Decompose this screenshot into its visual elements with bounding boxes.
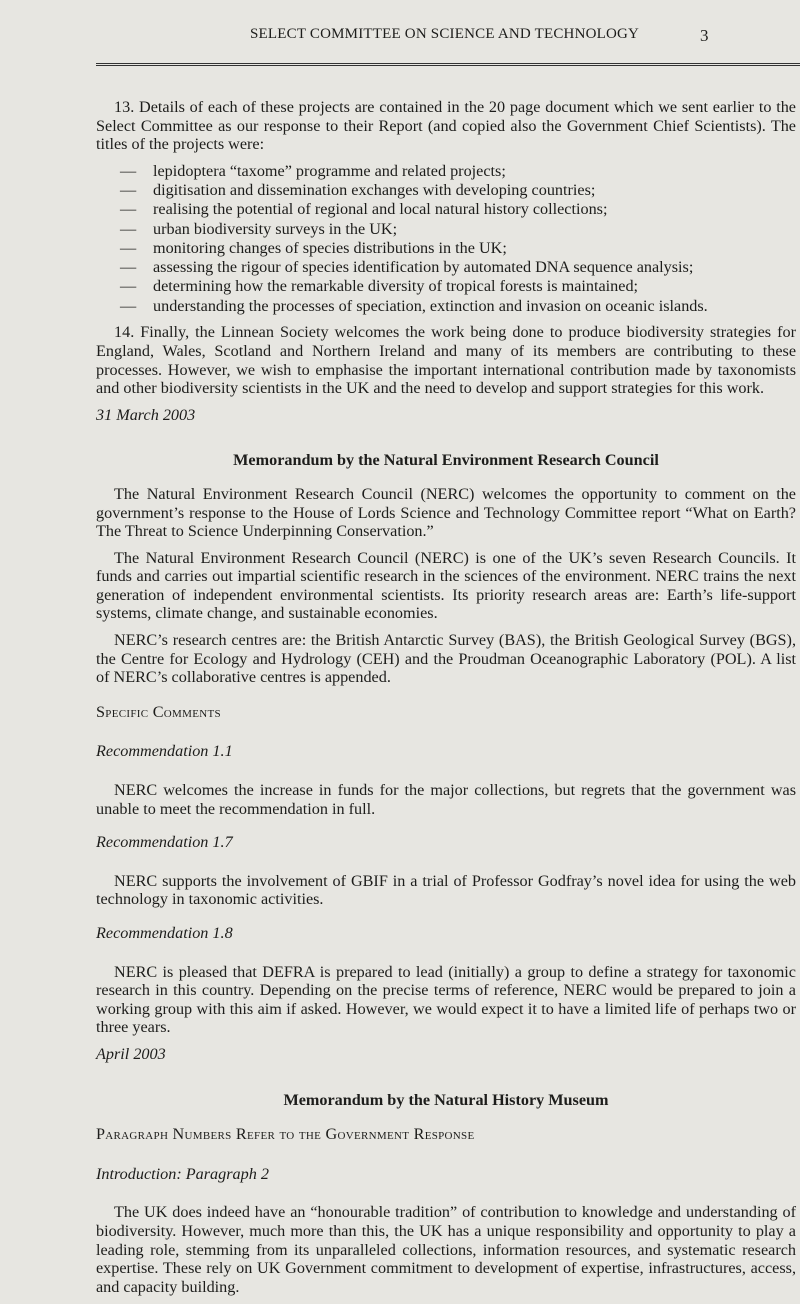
nerc-paragraph-3: NERC’s research centres are: the British Antarctic Survey (BAS), the British Geological Survey (BGS), the Centre for Ecology and Hydrology (CEH) and the Proudman Oceanographic Laboratory (POL). A list of NERC’s collaborative centres is appended. <box>96 631 796 687</box>
introduction-text: The UK does indeed have an “honourable tradition” of contribution to knowledge and understanding of biodiversity. However, much more than this, the UK has a unique responsibility and opportunity to play a leading role, stemming from its unparalleled collections, information resources, and systematic research expertise. These rely on UK Government commitment to development of expertise, infrastructures, access, and capacity building. <box>96 1203 796 1296</box>
list-item: — monitoring changes of species distributions in the UK; <box>120 238 507 257</box>
date-linnean: 31 March 2003 <box>96 405 196 424</box>
list-item: — understanding the processes of speciation, extinction and invasion on oceanic islands. <box>120 296 708 315</box>
list-item: — determining how the remarkable diversity of tropical forests is maintained; <box>120 277 639 296</box>
specific-comments-heading: Specific Comments <box>96 702 221 721</box>
introduction-heading: Introduction: Paragraph 2 <box>96 1164 269 1183</box>
recommendation-heading: Recommendation 1.1 <box>96 742 233 761</box>
list-item: — digitisation and dissemination exchanges with developing countries; <box>120 181 596 200</box>
nhm-memorandum-title: Memorandum by the Natural History Museum <box>283 1090 609 1109</box>
header-rule <box>96 63 800 67</box>
nhm-subheading: Paragraph Numbers Refer to the Government Response <box>96 1125 475 1144</box>
list-item: — lepidoptera “taxome” programme and related projects; <box>120 161 506 180</box>
nerc-paragraph-1: The Natural Environment Research Council (NERC) welcomes the opportunity to comment on the government’s response to the House of Lords Science and Technology Committee report “What on Earth? The Threat to Science Underpinning Conservation.” <box>96 484 796 541</box>
paragraph-14: 14. Finally, the Linnean Society welcomes the work being done to produce biodiversity strategies for England, Wales, Scotland and Northern Ireland and many of its members are contributing to these processes. However, we wish to emphasise the important international contribution made by taxonomists and other biodiversity scientists in the UK and the need to develop and support strategies for this work. <box>96 323 796 398</box>
list-item: — urban biodiversity surveys in the UK; <box>120 219 398 238</box>
list-item: — realising the potential of regional and local natural history collections; <box>120 200 608 219</box>
recommendation-heading: Recommendation 1.7 <box>96 833 233 852</box>
page-number: 3 <box>700 26 709 45</box>
date-nerc: April 2003 <box>96 1044 166 1063</box>
running-header: SELECT COMMITTEE ON SCIENCE AND TECHNOLOGY <box>250 26 640 42</box>
recommendation-text: NERC welcomes the increase in funds for the major collections, but regrets that the government was unable to meet the recommendation in full. <box>96 781 796 818</box>
project-list <box>96 162 796 316</box>
recommendation-heading: Recommendation 1.8 <box>96 924 233 942</box>
recommendation-text: NERC is pleased that DEFRA is prepared to lead (initially) a group to define a strategy for taxonomic research in this country. Depending on the precise terms of reference, NERC would be prepared to join a working group with this aim if asked. However, we would expect it to have a limited life of perhaps two or three years. <box>96 962 796 1037</box>
recommendation-text: NERC supports the involvement of GBIF in a trial of Professor Godfray’s novel idea for using the web technology in taxonomic activities. <box>96 871 796 909</box>
body-text <box>96 98 796 1304</box>
nerc-memorandum-title: Memorandum by the Natural Environment Research Council <box>233 451 659 470</box>
nerc-paragraph-2: The Natural Environment Research Council (NERC) is one of the UK’s seven Research Councils. It funds and carries out impartial scientific research in the sciences of the environment. NERC trains the next generation of independent environmental scientists. Its priority research areas are: Earth’s life-support systems, climate change, and sustainable economies. <box>96 548 796 623</box>
list-item: — assessing the rigour of species identification by automated DNA sequence analysis; <box>120 258 694 277</box>
paragraph-13: 13. Details of each of these projects are contained in the 20 page document which we sent earlier to the Select Committee as our response to their Report (and copied also the Government Chief Scientists). The titles of the projects were: <box>96 98 796 154</box>
